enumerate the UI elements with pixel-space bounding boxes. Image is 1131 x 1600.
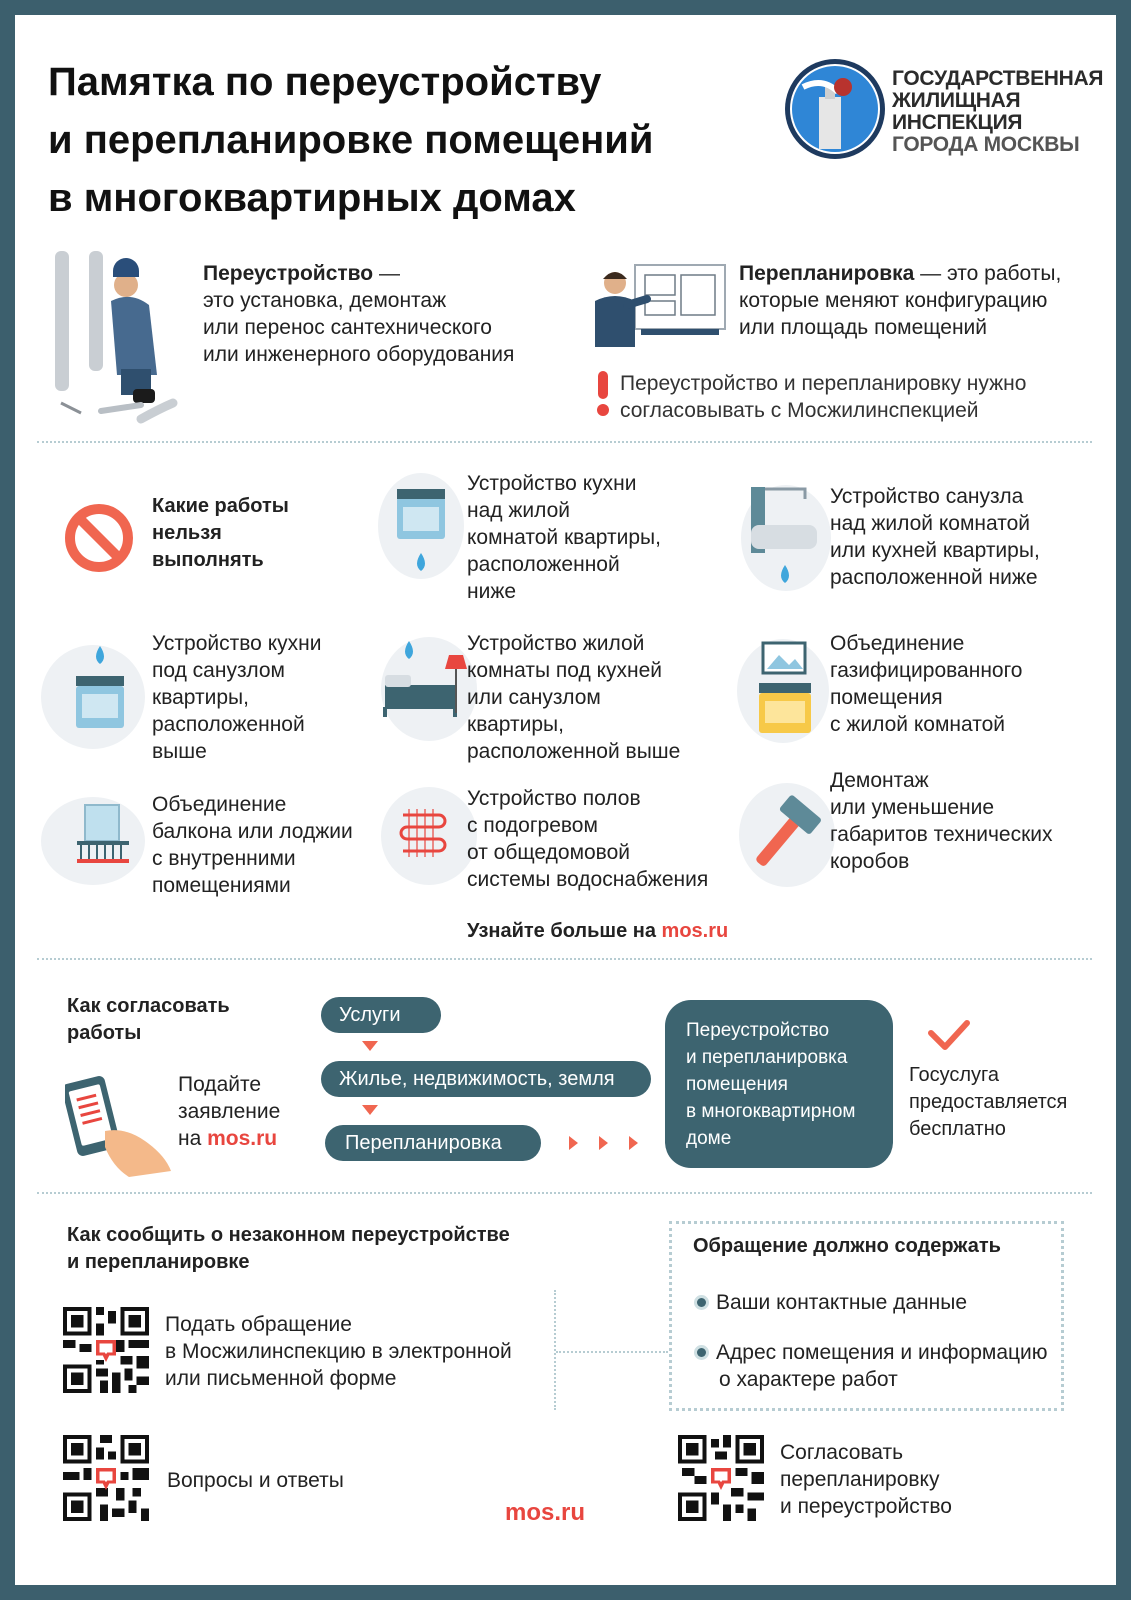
requirement-line: о характере работ	[719, 1368, 898, 1391]
item-line: Объединение	[830, 632, 965, 655]
report-heading	[67, 1222, 510, 1276]
bullet-dot-icon	[697, 1348, 706, 1357]
forbidden-item	[152, 630, 321, 765]
poster	[15, 15, 1116, 1585]
item-line: расположенной	[152, 713, 305, 736]
heated-floor-icon	[395, 805, 451, 861]
stove-icon	[393, 483, 449, 583]
item-line: Устройство полов	[467, 787, 641, 810]
prohibited-icon	[63, 502, 135, 574]
item-line: или кухней квартиры,	[830, 539, 1040, 562]
free-service-text	[909, 1062, 1067, 1143]
item-line: балкона или лоджии	[152, 820, 353, 843]
item-line: Устройство кухни	[467, 472, 637, 495]
heading-line: нельзя	[152, 522, 222, 544]
forbidden-item	[467, 785, 708, 893]
gas-stove-icon	[755, 639, 815, 739]
forbidden-item	[830, 483, 1040, 591]
appeal-line: Подать обращение	[165, 1313, 352, 1336]
item-line: над жилой комнатой	[830, 512, 1031, 535]
service-line: доме	[686, 1128, 732, 1149]
appeal-line: в Мосжилинспекцию в электронной	[165, 1340, 512, 1363]
page-title	[48, 53, 653, 227]
forbidden-heading	[152, 493, 289, 574]
step-housing[interactable]: Жилье, недвижимость, земля	[321, 1061, 651, 1097]
definition-pereustroistvo	[203, 260, 514, 368]
appeal-line: или письменной форме	[165, 1367, 397, 1390]
item-line: от общедомовой	[467, 841, 631, 864]
item-line: Объединение	[152, 793, 287, 816]
step-arrow-down-icon	[362, 1105, 378, 1115]
item-line: системы водоснабжения	[467, 868, 709, 891]
requirement-item	[693, 1289, 967, 1316]
item-line: или уменьшение	[830, 796, 995, 819]
bed-icon	[379, 637, 471, 729]
item-line: ниже	[467, 580, 517, 603]
section-divider	[37, 1192, 1092, 1194]
term-dash: —	[373, 262, 400, 285]
item-line: помещения	[830, 686, 943, 709]
agree-line: и переустройство	[780, 1495, 952, 1518]
step-arrow-down-icon	[362, 1041, 378, 1051]
requirements-title: Обращение должно содержать	[693, 1235, 1001, 1257]
item-line: под санузлом	[152, 659, 285, 682]
forbidden-item	[467, 630, 680, 765]
service-line: в многоквартирном	[686, 1101, 856, 1122]
heading-line: и перепланировке	[67, 1251, 250, 1273]
dotted-connector-vertical	[554, 1290, 556, 1410]
step-replanning[interactable]: Перепланировка	[325, 1125, 541, 1161]
phone-hand-icon	[65, 1073, 175, 1183]
warning-line: согласовывать с Мосжилинспекцией	[620, 399, 979, 422]
item-line: расположенной	[467, 553, 620, 576]
faq-link[interactable]: Вопросы и ответы	[167, 1469, 344, 1492]
forbidden-item	[152, 791, 353, 899]
submit-line: заявление	[178, 1100, 281, 1123]
arrows-right-icon	[569, 1136, 641, 1150]
heading-line: выполнять	[152, 549, 264, 571]
heading-line: Как сообщить о незаконном переустройстве	[67, 1224, 510, 1246]
item-line: с жилой комнатой	[830, 713, 1005, 736]
inspection-logo-text	[892, 68, 1103, 156]
item-line: Устройство кухни	[152, 632, 322, 655]
learn-more-label: Узнайте больше на	[467, 920, 662, 942]
submit-prefix: на	[178, 1127, 208, 1150]
logo-line: ЖИЛИЩНАЯ	[892, 89, 1021, 112]
definition-line: это установка, демонтаж	[203, 289, 447, 312]
term-pereustroistvo: Переустройство	[203, 262, 374, 285]
mos-ru-link[interactable]: mos.ru	[661, 920, 729, 942]
item-line: помещениями	[152, 874, 291, 897]
item-line: габаритов технических	[830, 823, 1053, 846]
title-line: и перепланировке помещений	[48, 118, 654, 162]
title-line: в многоквартирных домах	[48, 176, 576, 220]
forbidden-item	[467, 470, 661, 605]
definition-line: или инженерного оборудования	[203, 343, 515, 366]
hammer-icon	[743, 785, 827, 881]
item-line: Демонтаж	[830, 769, 929, 792]
free-line: Госуслуга	[909, 1064, 1000, 1086]
definition-line: которые меняют конфигурацию	[739, 289, 1048, 312]
item-line: над жилой	[467, 499, 571, 522]
inspection-emblem-icon	[783, 57, 887, 161]
item-line: квартиры,	[467, 713, 564, 736]
item-line: коробов	[830, 850, 910, 873]
free-line: предоставляется	[909, 1091, 1068, 1113]
checkmark-icon	[927, 1019, 971, 1051]
bullet-dot-icon	[697, 1298, 706, 1307]
heading-line: Как согласовать	[67, 995, 230, 1017]
item-line: или санузлом	[467, 686, 601, 709]
agree-line: Согласовать	[780, 1441, 904, 1464]
balcony-icon	[75, 803, 131, 865]
approval-warning	[620, 370, 1026, 424]
step-services[interactable]: Услуги	[321, 997, 441, 1033]
item-line: расположенной ниже	[830, 566, 1038, 589]
qr-code-icon[interactable]	[63, 1307, 149, 1393]
service-line: Переустройство	[686, 1020, 830, 1041]
footer-mos-ru-link[interactable]: mos.ru	[505, 1499, 586, 1526]
agree-line: перепланировку	[780, 1468, 940, 1491]
submit-line: Подайте	[178, 1073, 262, 1096]
appeal-text	[165, 1311, 512, 1392]
service-line: и перепланировка	[686, 1047, 848, 1068]
logo-line: ИНСПЕКЦИЯ	[892, 111, 1023, 134]
item-line: квартиры,	[152, 686, 249, 709]
approval-heading	[67, 993, 230, 1047]
section-divider	[37, 958, 1092, 960]
section-divider	[37, 441, 1092, 443]
term-pereplanirovka: Перепланировка	[739, 262, 915, 285]
item-line: Устройство жилой	[467, 632, 645, 655]
warning-line: Переустройство и перепланировку нужно	[620, 372, 1027, 395]
item-line: комнатой квартиры,	[467, 526, 661, 549]
term-rest: — это работы,	[914, 262, 1062, 285]
definition-pereplanirovka	[739, 260, 1061, 341]
forbidden-item	[830, 630, 1022, 738]
service-card-text	[686, 1017, 856, 1152]
item-line: выше	[152, 740, 207, 763]
bathtub-icon	[745, 485, 825, 589]
item-line: расположенной выше	[467, 740, 681, 763]
requirement-line: Адрес помещения и информацию	[716, 1341, 1048, 1364]
learn-more-text	[467, 920, 728, 943]
qr-code-icon[interactable]	[678, 1435, 764, 1521]
submit-application-text	[178, 1071, 280, 1152]
item-line: комнаты под кухней	[467, 659, 663, 682]
plumber-illustration	[41, 241, 201, 431]
logo-line: ГОСУДАРСТВЕННАЯ	[892, 67, 1104, 90]
qr-code-icon[interactable]	[63, 1435, 149, 1521]
item-line: с подогревом	[467, 814, 598, 837]
heading-line: Какие работы	[152, 495, 289, 517]
requirement-line: Ваши контактные данные	[716, 1291, 968, 1314]
heading-line: работы	[67, 1022, 142, 1044]
definition-line: или площадь помещений	[739, 316, 988, 339]
stove-icon	[70, 642, 130, 734]
item-line: с внутренними	[152, 847, 296, 870]
item-line: газифицированного	[830, 659, 1023, 682]
service-line: помещения	[686, 1074, 788, 1095]
mos-ru-link[interactable]: mos.ru	[207, 1127, 278, 1150]
item-line: Устройство санузла	[830, 485, 1024, 508]
forbidden-item	[830, 767, 1053, 875]
agree-replanning-link[interactable]	[780, 1439, 952, 1520]
requirement-item	[693, 1339, 1048, 1393]
exclamation-icon	[597, 371, 609, 417]
title-line: Памятка по переустройству	[48, 60, 602, 104]
planner-illustration	[581, 261, 731, 351]
logo-line: ГОРОДА МОСКВЫ	[892, 133, 1080, 156]
free-line: бесплатно	[909, 1118, 1006, 1140]
definition-line: или перенос сантехнического	[203, 316, 492, 339]
dotted-connector-horizontal	[556, 1351, 668, 1353]
